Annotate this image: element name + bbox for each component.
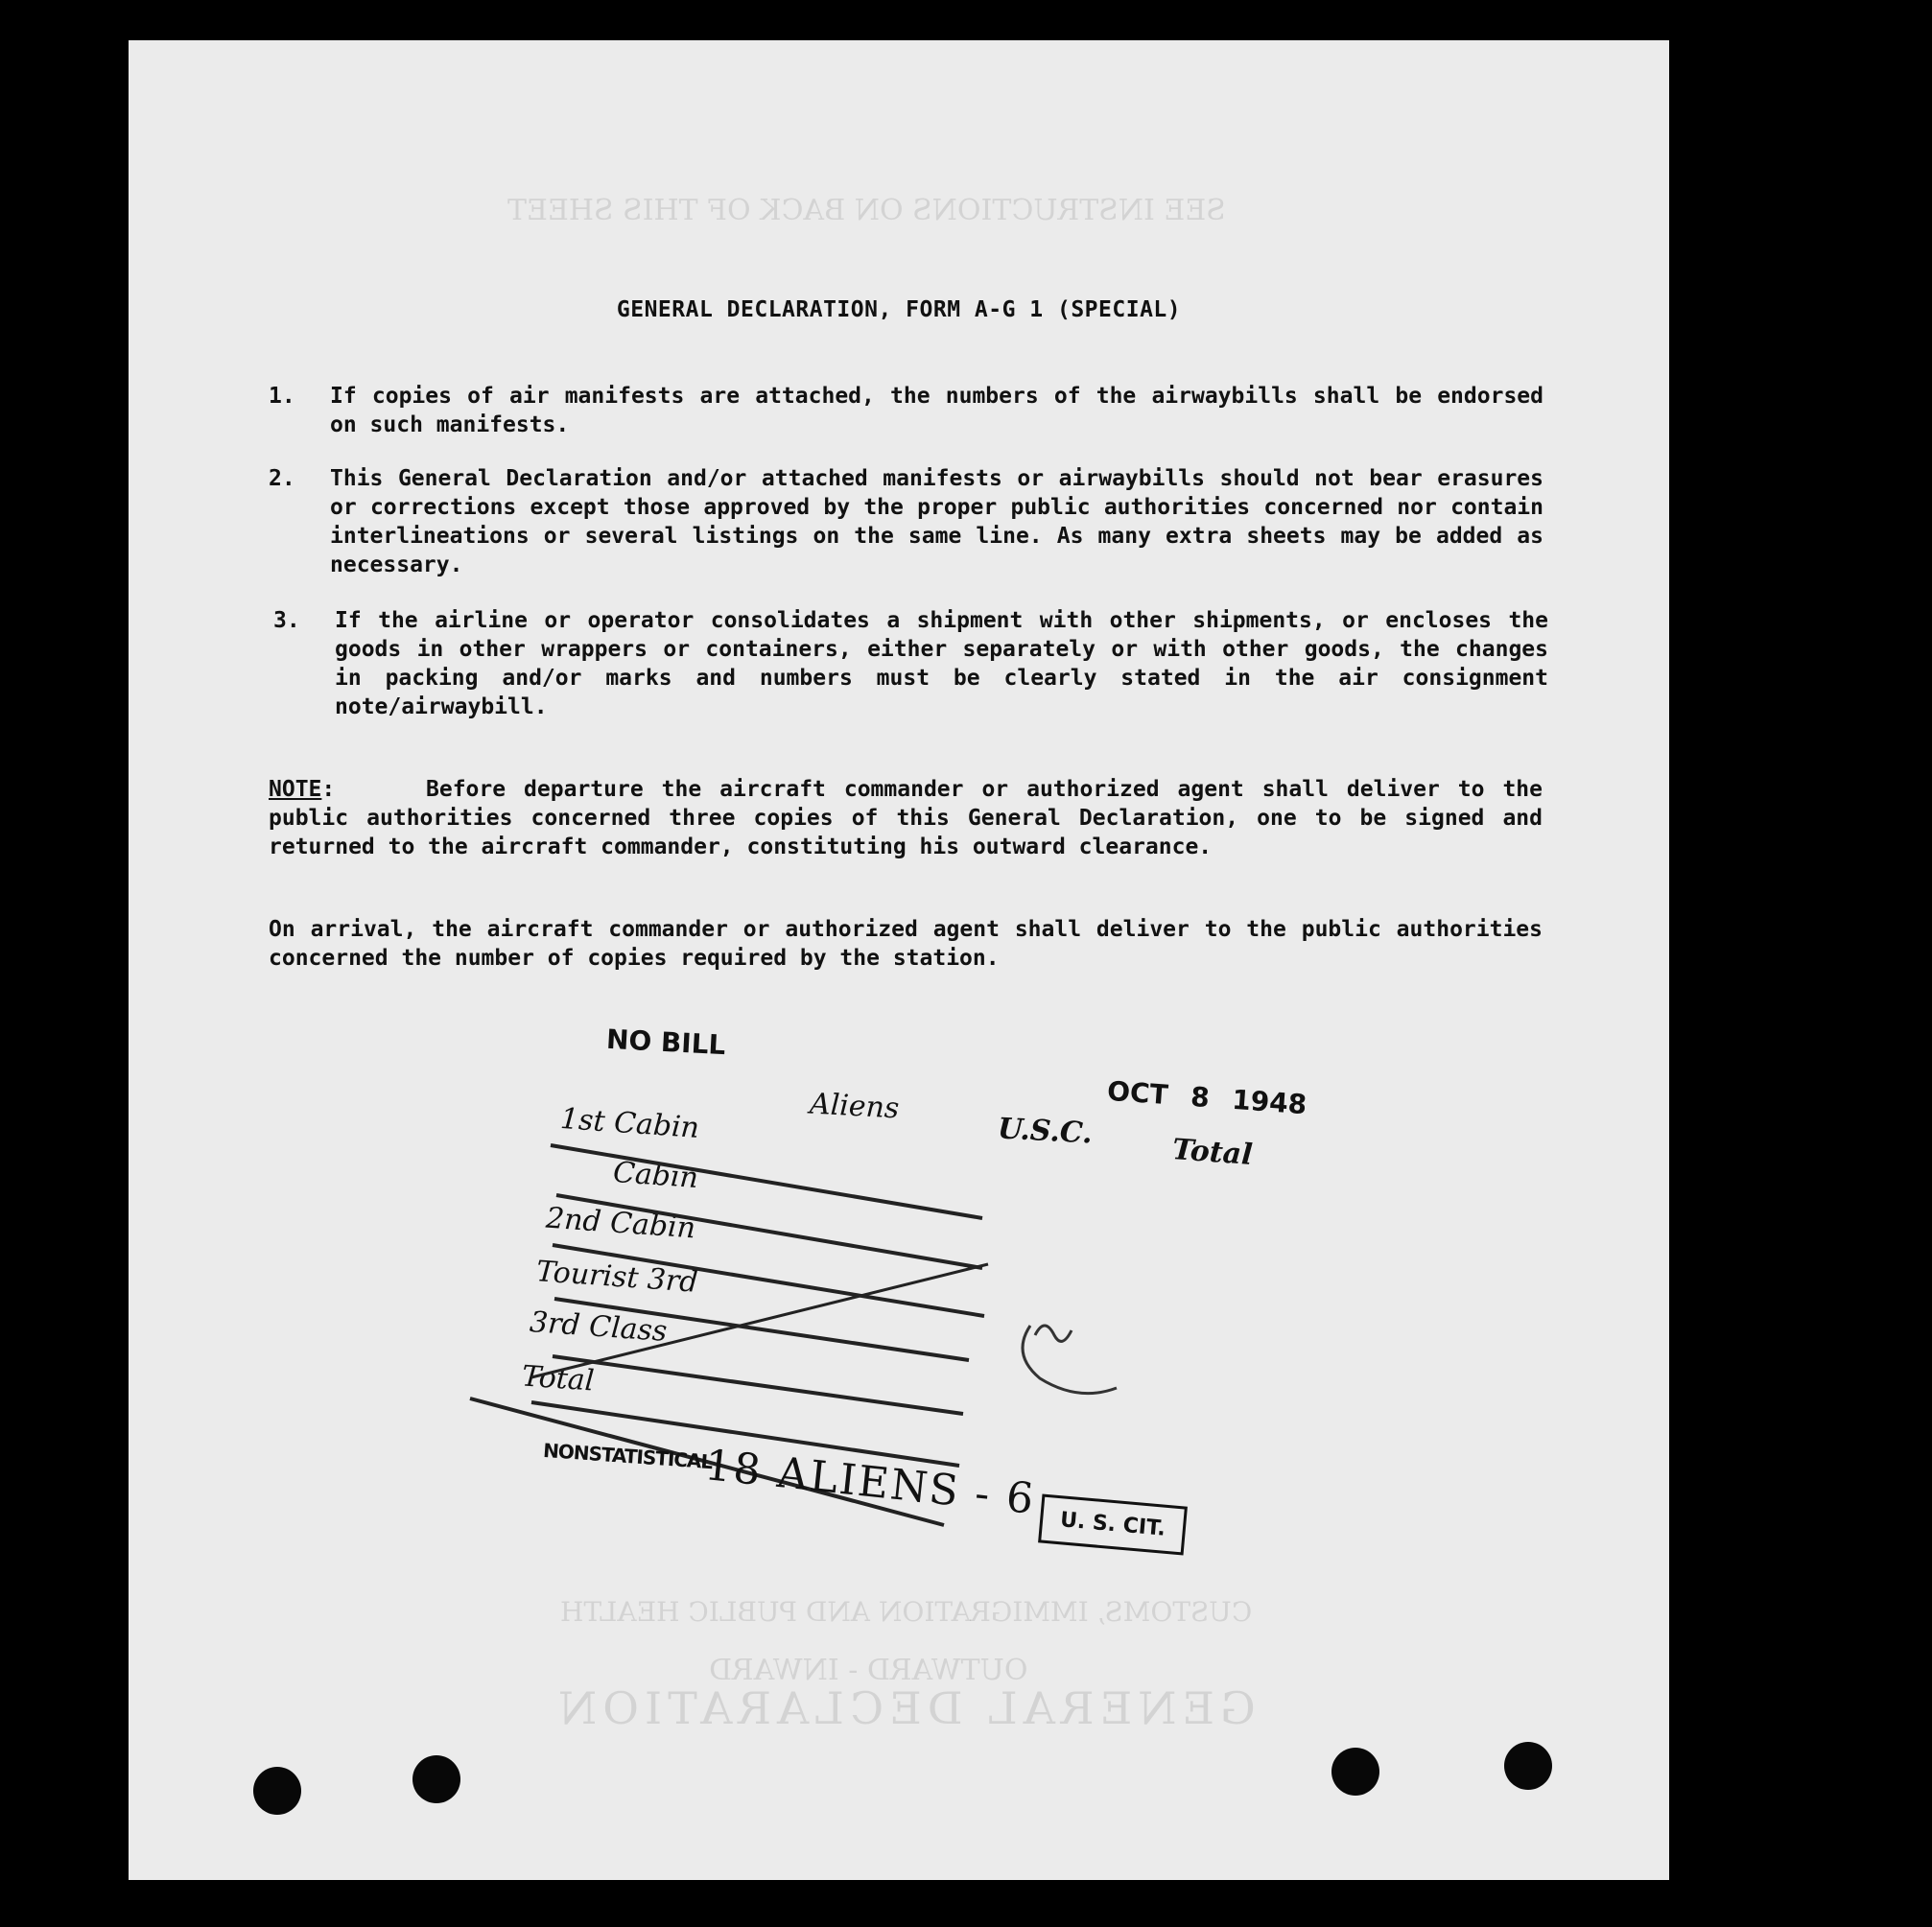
row-label-2nd-cabin: 2nd Cabin bbox=[544, 1201, 697, 1246]
list-item-number: 2. bbox=[269, 466, 295, 491]
punch-hole bbox=[1331, 1748, 1379, 1796]
show-through-line1: SEE INSTRUCTIONS ON BACK OF THIS SHEET bbox=[507, 194, 1226, 227]
punch-hole bbox=[253, 1767, 301, 1815]
stamp-grid-lines bbox=[129, 40, 1669, 1880]
punch-hole bbox=[1504, 1742, 1552, 1790]
row-label-3rd-class: 3rd Class bbox=[528, 1305, 669, 1349]
note-label: NOTE bbox=[269, 777, 322, 802]
total-column-header: Total bbox=[1170, 1133, 1254, 1172]
row-label-1st-cabin: 1st Cabin bbox=[558, 1101, 701, 1146]
list-item-text: If copies of air manifests are attached, the numbers of the airwaybills shall be endorsed on such manifests. bbox=[330, 384, 1543, 437]
show-through-line4: GENERAL DECLARATION bbox=[553, 1682, 1256, 1734]
row-label-total: Total bbox=[520, 1359, 596, 1398]
note-paragraph: NOTE: Before departure the aircraft commander or authorized agent shall deliver to the public authorities concerned three copies of this General Declaration, one to be signed and returned to the aircraft commander, constituting his outward clearance. bbox=[269, 777, 1543, 859]
row-label-cabin: Cabin bbox=[611, 1155, 700, 1196]
show-through-line2: CUSTOMS, IMMIGRATION AND PUBLIC HEALTH bbox=[560, 1596, 1253, 1628]
row-label-tourist-3rd: Tourist 3rd bbox=[534, 1255, 699, 1300]
list-item-text: If the airline or operator consolidates a shipment with other shipments, or encloses the goods in other wrappers or containers, either separately or with other goods, the changes in packing and/or marks and numbers must be clearly stated in the air consignment note/airwaybill. bbox=[335, 608, 1548, 719]
show-through-line3: OUTWARD - INWARD bbox=[709, 1654, 1028, 1687]
list-item-text: This General Declaration and/or attached manifests or airwaybills should not bear erasures or corrections except those approved by the proper public authorities concerned nor contain interlineations or several listings on the same line. As many extra sheets may be added as necessary. bbox=[330, 466, 1543, 577]
us-cit-stamp: U. S. CIT. bbox=[1038, 1493, 1188, 1555]
usc-column-header: U.S.C. bbox=[997, 1112, 1094, 1151]
nonstatistical-stamp: NONSTATISTICAL bbox=[542, 1438, 713, 1474]
punch-hole bbox=[412, 1755, 460, 1803]
document-page bbox=[129, 40, 1669, 1880]
date-stamp: OCT 8 1948 bbox=[1106, 1074, 1308, 1121]
arrival-paragraph: On arrival, the aircraft commander or authorized agent shall deliver to the public authorities concerned the number of copies required by the station. bbox=[269, 917, 1543, 971]
form-title: GENERAL DECLARATION, FORM A-G 1 (SPECIAL) bbox=[616, 297, 1182, 322]
note-text: Before departure the aircraft commander or authorized agent shall deliver to the public authorities concerned three copies of this General Declaration, one to be signed and returned to the aircraft commander, constituting his outward clearance. bbox=[269, 777, 1543, 859]
list-item-number: 1. bbox=[269, 384, 295, 409]
list-item-number: 3. bbox=[273, 608, 300, 633]
aliens-column-header: Aliens bbox=[809, 1087, 901, 1126]
handwritten-aliens-count: 18 ALIENS - 6 bbox=[702, 1441, 1038, 1524]
no-bill-stamp: NO BILL bbox=[605, 1022, 727, 1062]
